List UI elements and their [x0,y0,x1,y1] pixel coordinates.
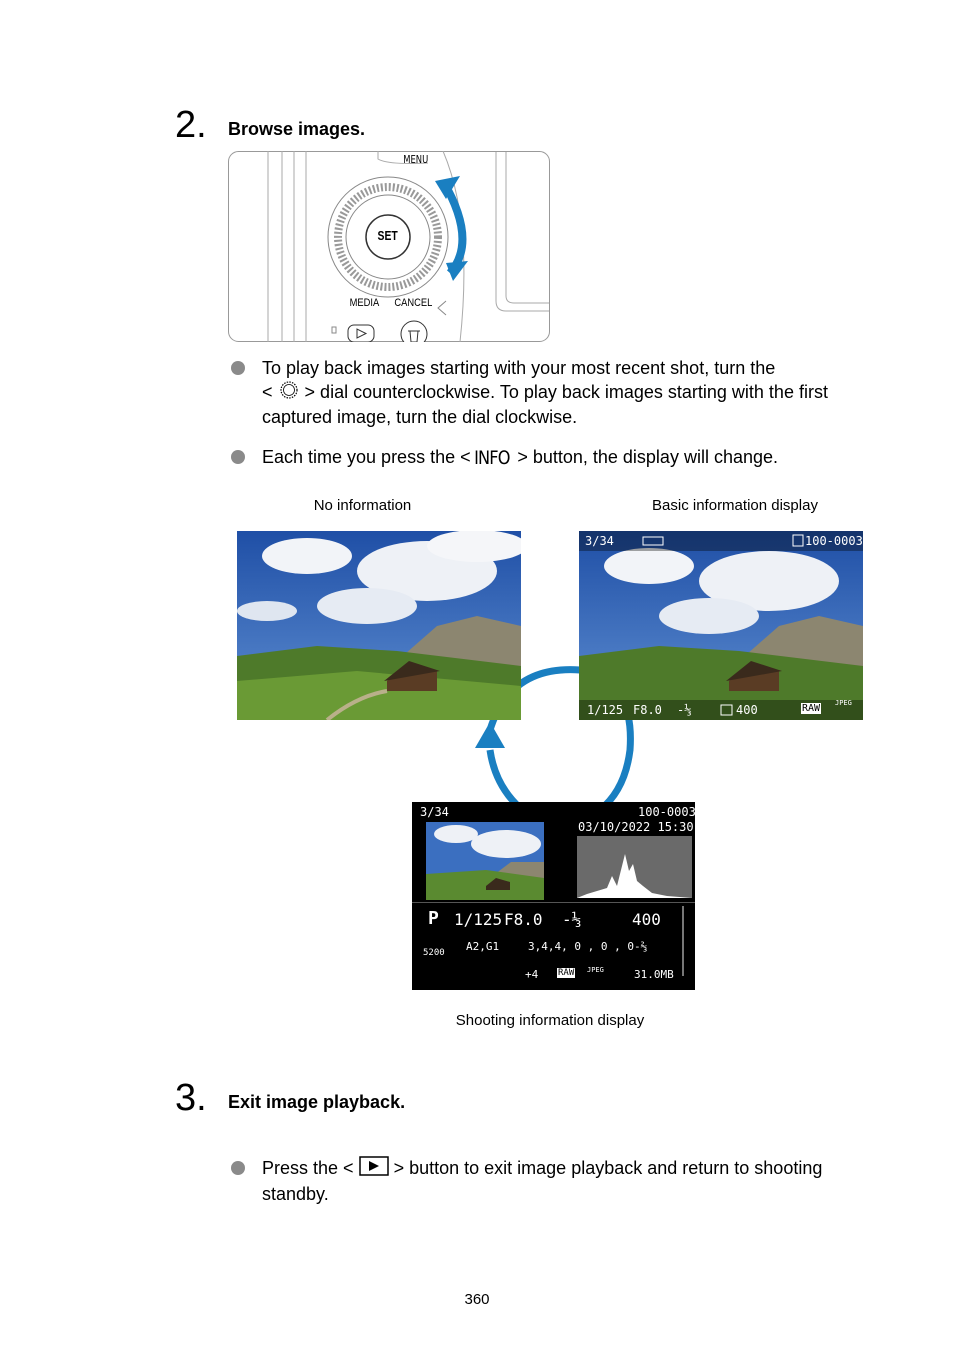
caption-basic-information: Basic information display [652,497,818,514]
info-button-icon: INFO [473,447,510,470]
osd-jpeg-badge: JPEG [587,966,604,974]
camera-dial-illustration [228,151,550,342]
osd-iso: 400 [632,910,661,929]
osd-shooting-mode: P [428,908,439,929]
osd-picture-style: 3,4,4, 0 , 0 , 0 [528,940,634,953]
photo-no-information [237,531,521,720]
osd-iso: 400 [736,703,758,717]
osd-auto-lighting: -⅔ [634,940,648,953]
cancel-label: CANCEL [394,297,433,309]
bullet-icon [231,361,245,375]
playback-button-icon [359,1156,389,1182]
bullet-icon [231,450,245,464]
media-label: MEDIA [349,297,380,309]
osd-exposure: -⅓ [562,910,582,929]
osd-raw-badge: RAW [802,703,821,714]
step-2-title: Browse images. [228,119,366,139]
photo-basic-information [579,531,863,720]
menu-label: MENU [403,153,429,166]
osd-aperture: F8.0 [504,910,543,929]
osd-aperture: F8.0 [633,703,662,717]
bullet-text-dial: To play back images starting with your most recent shot, turn the < > dial counterclockwise. To play back images starting with the first captured image, turn the dial clockwise. [262,358,828,428]
quick-control-dial-icon [278,381,300,405]
osd-exposure: -⅓ [677,703,692,717]
step-2-number: 2. [175,104,207,146]
set-button-label: SET [377,228,398,243]
osd-file-size: 31.0MB [634,968,674,981]
page-number: 360 [464,1291,490,1308]
osd-jpeg-badge: JPEG [835,699,852,707]
step-3-number: 3. [175,1077,207,1119]
osd-folder-number: 100-0003 [805,534,863,548]
osd-folder-number: 100-0003 [638,805,696,819]
osd-date-time: 03/10/2022 15:30:00 [578,820,716,834]
osd-af-microadjust: +4 [525,968,539,981]
osd-kelvin: 5200 [423,948,445,958]
osd-shutter-speed: 1/125 [587,703,624,717]
osd-shutter-speed: 1/125 [454,910,503,929]
osd-white-balance: A2,G1 [466,940,500,953]
caption-shooting-information: Shooting information display [455,1012,645,1029]
osd-raw-badge: RAW [558,968,575,978]
osd-frame-count: 3/34 [585,534,614,548]
bullet-text-info: Each time you press the < INFO > button, the display will change. [262,447,778,470]
step-3-title: Exit image playback. [228,1092,406,1112]
shooting-information-screen [412,802,716,990]
osd-frame-count: 3/34 [420,805,449,819]
caption-no-information: No information [313,497,412,514]
bullet-text-playback: Press the < > button to exit image playback and return to shooting standby. [262,1158,823,1205]
bullet-icon [231,1161,245,1175]
